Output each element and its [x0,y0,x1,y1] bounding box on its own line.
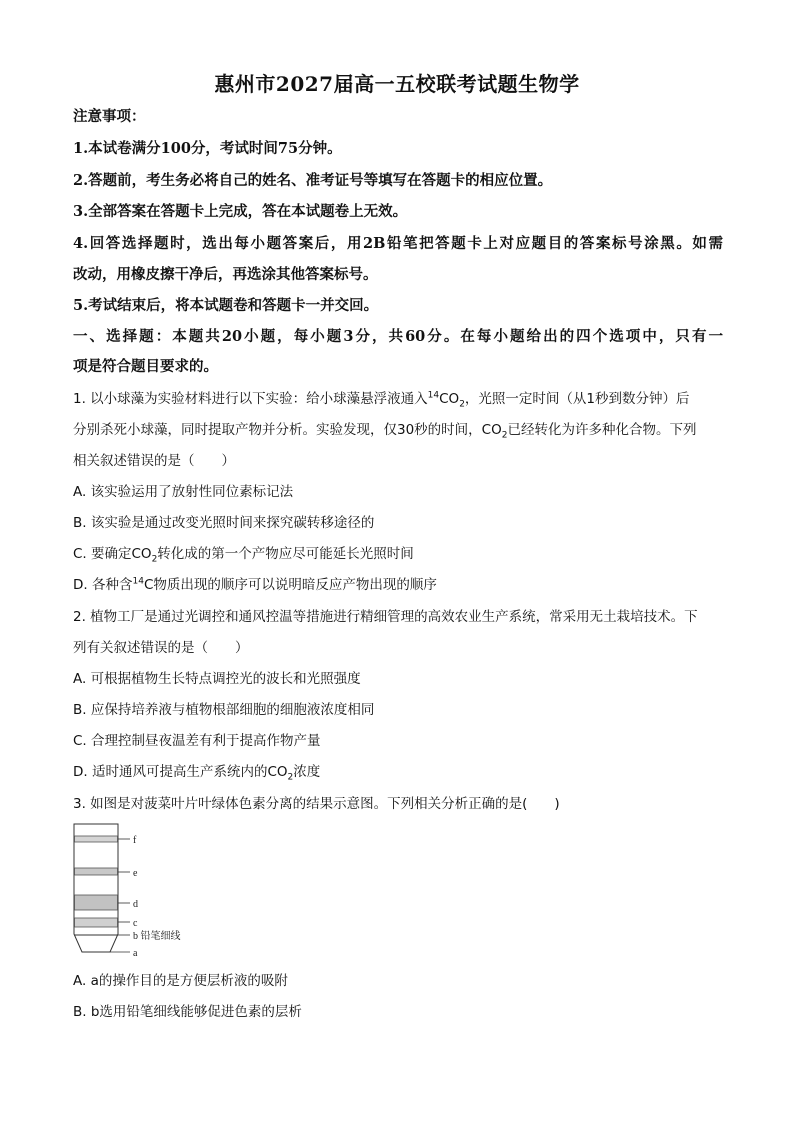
notice-item-1: 1.本试卷满分100分，考试时间75分钟。 [73,140,342,157]
figure-label-b: b 铅笔细线 [133,931,181,942]
section-heading-cont: 项是符合题目要求的。 [73,358,218,375]
q1-option-b: B. 该实验是通过改变光照时间来探究碳转移途径的 [73,515,375,531]
notice-item-4-cont: 改动，用橡皮擦干净后，再选涂其他答案标号。 [73,266,378,283]
notice-item-5: 5.考试结束后，将本试题卷和答题卡一并交回。 [73,297,379,314]
q2-stem-line-1: 2. 植物工厂是通过光调控和通风控温等措施进行精细管理的高效农业生产系统，常采用无土栽培技术。下 [73,609,698,625]
q2-option-b: B. 应保持培养液与植物根部细胞的细胞液浓度相同 [73,702,375,718]
q3-option-a: A. a的操作目的是方便层析液的吸附 [73,973,288,989]
band-d [75,895,118,910]
q1-stem-line-2: 分别杀死小球藻，同时提取产物并分析。实验发现，仅30秒的时间，$CO_2$已经转化为许多种化合物。下列 [73,422,697,441]
band-c [75,918,118,927]
q1-option-c: C. 要确定$CO_2$转化成的第一个产物应尽可能延长光照时间 [73,546,414,565]
chromatography-strip-figure [72,822,202,962]
section-heading: 一、选择题：本题共20小题，每小题3分，共60分。在每小题给出的四个选项中，只有一 [73,328,723,345]
q2-option-a: A. 可根据植物生长特点调控光的波长和光照强度 [73,671,361,687]
page-title: 惠州市2027届高一五校联考试题生物学 [214,72,580,96]
q2-stem-line-2: 列有关叙述错误的是（ ） [73,640,249,656]
figure-label-c: c [133,918,138,929]
q2-option-d: D. 适时通风可提高生产系统内的$CO_2$浓度 [73,764,321,783]
notice-item-4: 4.回答选择题时，选出每小题答案后，用2B铅笔把答题卡上对应题目的答案标号涂黑。如需 [73,235,723,252]
band-f [75,836,118,842]
q2-option-c: C. 合理控制昼夜温差有利于提高作物产量 [73,733,321,749]
figure-label-e: e [133,868,138,879]
filter-paper-strip [74,824,118,952]
band-e [75,868,118,875]
notice-item-3: 3.全部答案在答题卡上完成，答在本试题卷上无效。 [73,203,408,220]
q1-option-a: A. 该实验运用了放射性同位素标记法 [73,484,294,500]
notice-item-2: 2.答题前，考生务必将自己的姓名、准考证号等填写在答题卡的相应位置。 [73,172,553,189]
q3-option-b: B. b选用铅笔细线能够促进色素的层析 [73,1004,302,1020]
notice-heading: 注意事项： [73,108,146,125]
figure-label-a: a [133,948,138,959]
q3-stem: 3. 如图是对菠菜叶片叶绿体色素分离的结果示意图。下列相关分析正确的是( ) [73,796,560,812]
q1-stem-line-3: 相关叙述错误的是（ ） [73,453,235,469]
q1-stem-line-1: 1. 以小球藻为实验材料进行以下实验：给小球藻悬浮液通入$^{14}CO_2$，光照一定时间（从1秒到数分钟）后 [73,390,690,410]
figure-label-f: f [133,835,137,846]
figure-label-d: d [133,899,138,910]
q1-option-d: D. 各种含$^{14}$C物质出现的顺序可以说明暗反应产物出现的顺序 [73,576,437,593]
